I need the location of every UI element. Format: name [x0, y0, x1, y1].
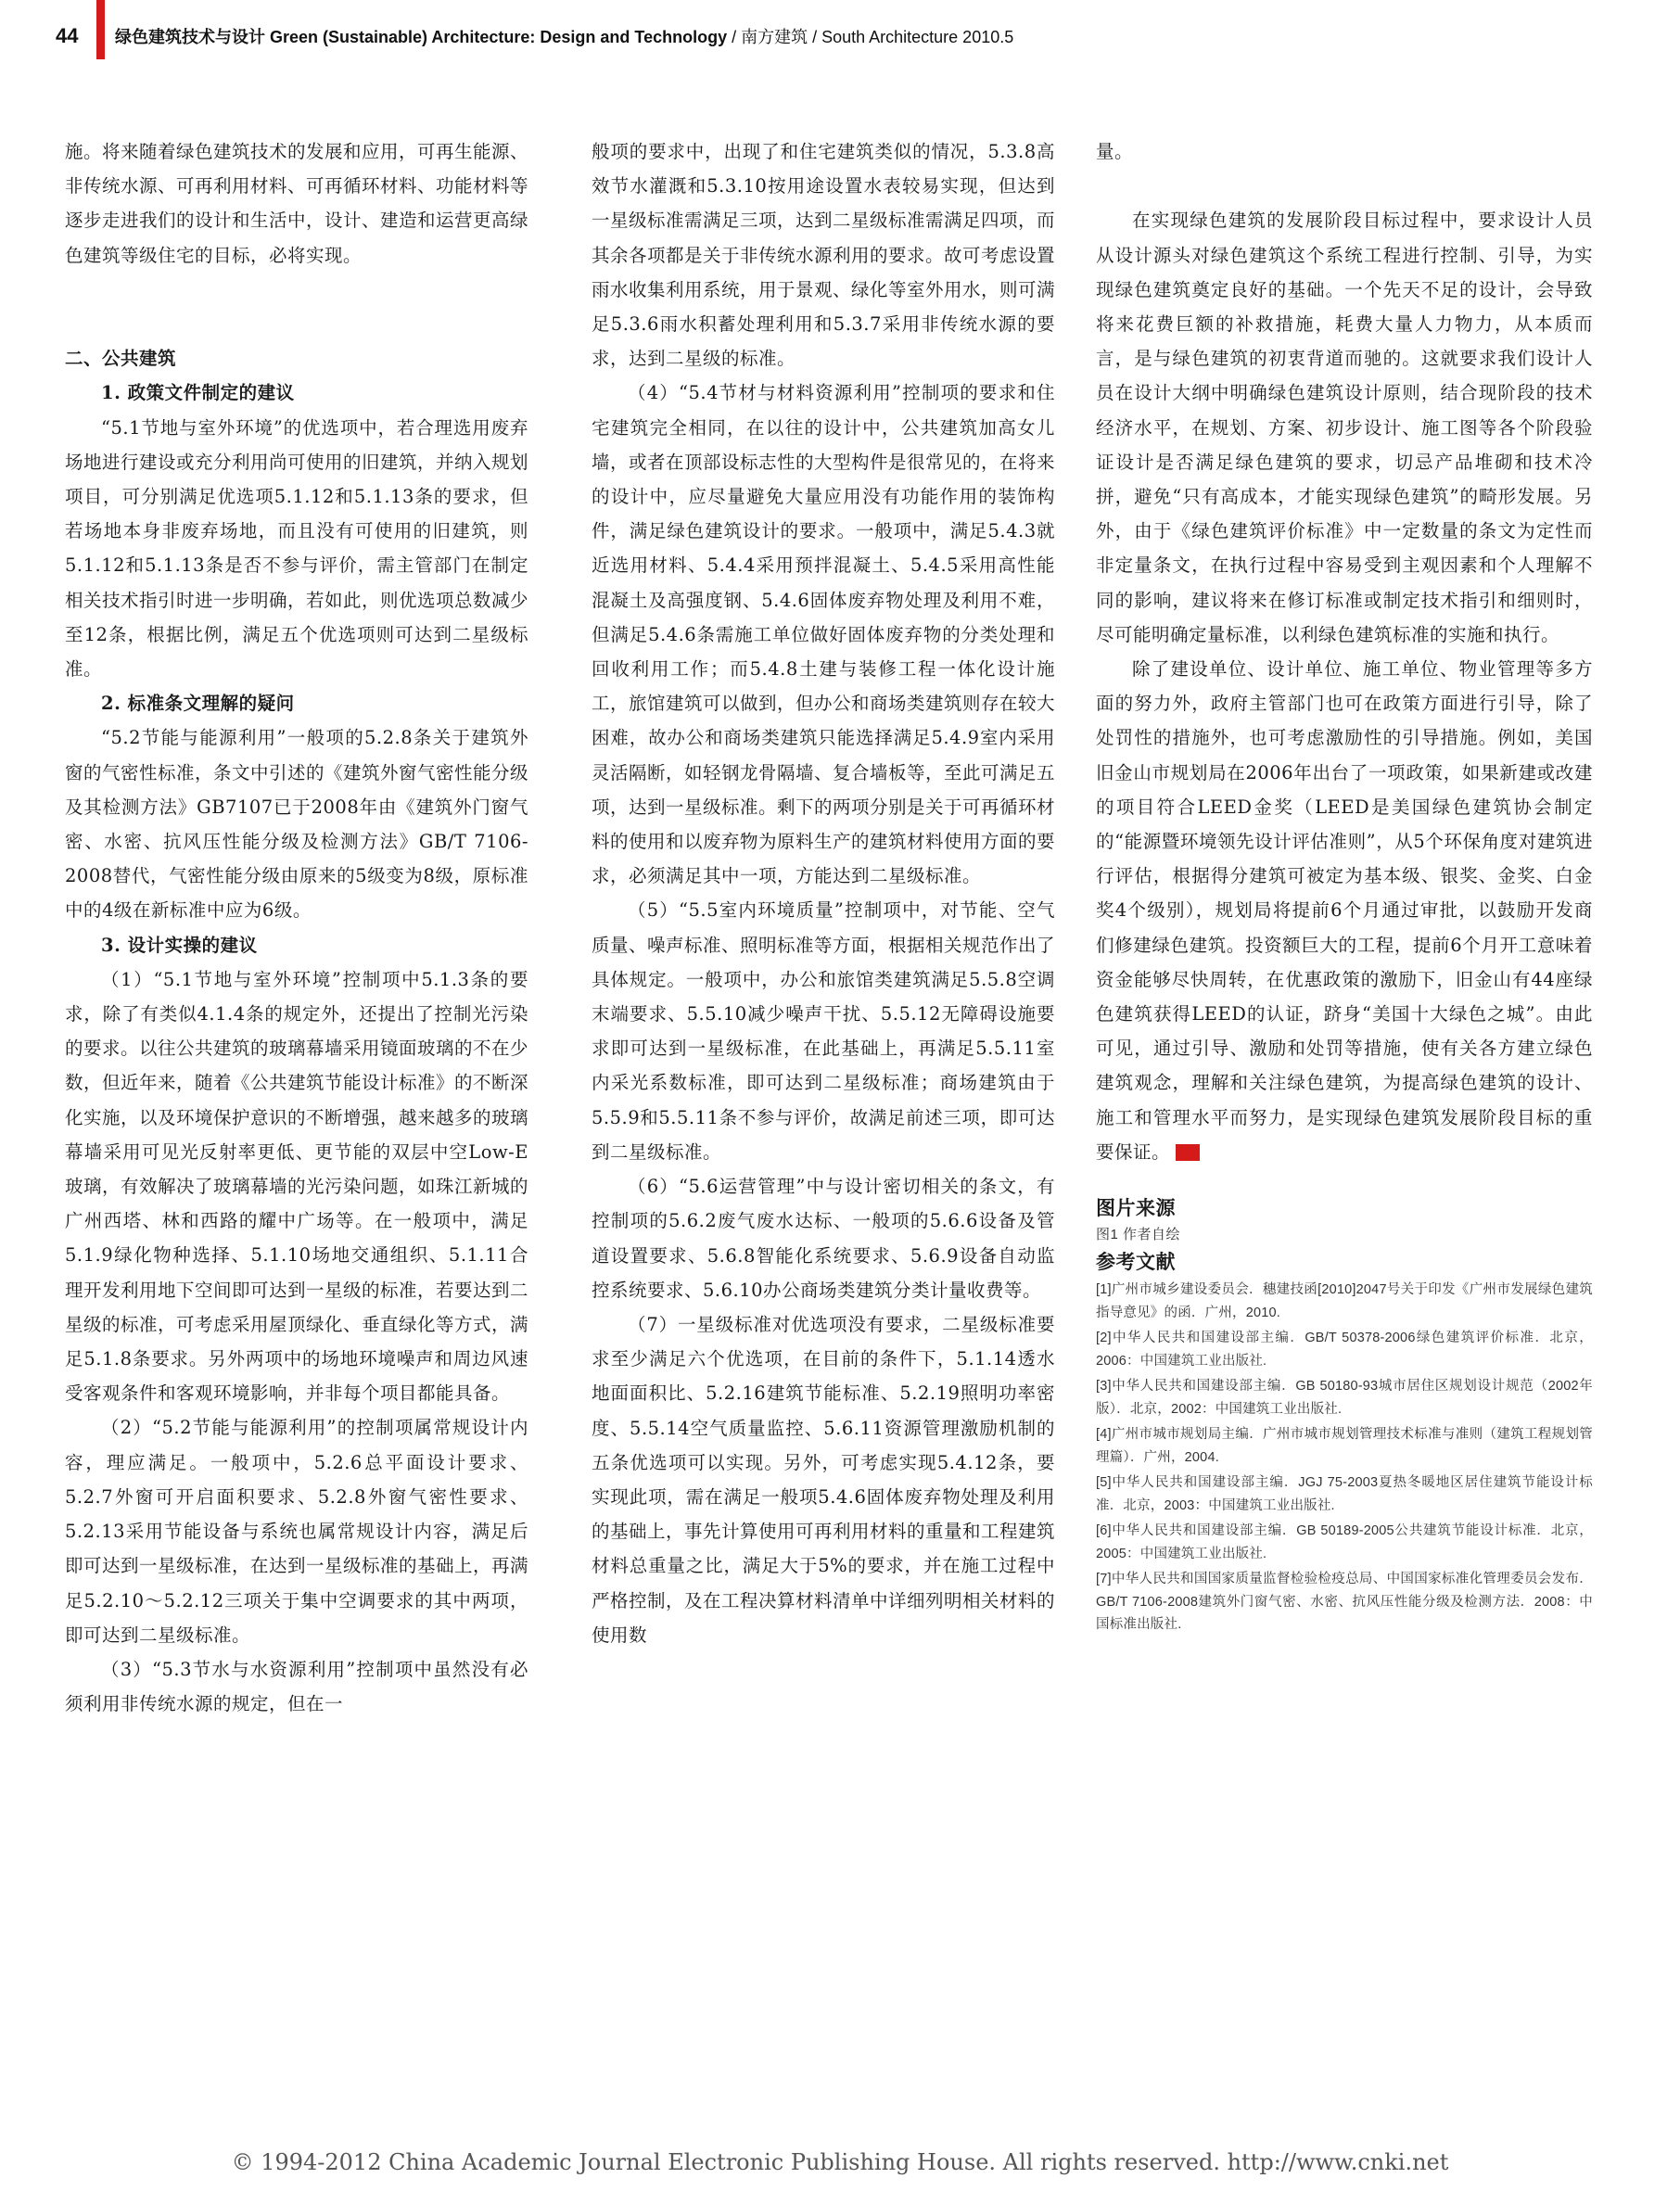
paragraph: “5.1节地与室外环境”的优选项中，若合理选用废弃场地进行建设或充分利用尚可使用的旧建筑，并纳入规划项目，可分别满足优选项5.1.12和5.1.13条的要求，但若场地本身非废弃场地，而且没有可使用的旧建筑，则5.1.12和5.1.13条是否不参与评价，需主管部门在制定相关技术指引时进一步明确，若如此，则优选项总数减少至12条，根据比例，满足五个优选项则可达到二星级标准。 — [65, 416, 529, 681]
paragraph: （3）“5.3节水与水资源利用”控制项中虽然没有必须利用非传统水源的规定，但在一 — [65, 1658, 528, 1715]
column-2 — [592, 134, 1055, 1652]
paragraph: 量。 — [1096, 141, 1134, 162]
subsection-heading: 2. 标准条文理解的疑问 — [101, 693, 295, 715]
paragraph: 在实现绿色建筑的发展阶段目标过程中，要求设计人员从设计源头对绿色建筑这个系统工程进行控制、引导，为实现绿色建筑奠定良好的基础。一个先天不足的设计，会导致将来花费巨额的补救措施，耗费大量人力物力，从本质而言，是与绿色建筑的初衷背道而驰的。这就要求我们设计人员在设计大纲中明确绿色建筑设计原则，结合现阶段的技术经济水平，在规划、方案、初步设计、施工图等各个阶段验证设计是否满足绿色建筑的要求，切忌产品堆砌和技术冷拼，避免“只有高成本，才能实现绿色建筑”的畸形发展。另外，由于《绿色建筑评价标准》中一定数量的条文为定性而非定量条文，在执行过程中容易受到主观因素和个人理解不同的影响，建议将来在修订标准或制定技术指引和细则时，尽可能明确定量标准，以利绿色建筑标准的实施和执行。 — [1096, 210, 1593, 645]
running-title — [115, 24, 1013, 48]
reference-item: [6]中华人民共和国建设部主编．GB 50189-2005公共建筑节能设计标准．北京，2005：中国建筑工业出版社. — [1096, 1523, 1593, 1561]
image-source-text: 图1 作者自绘 — [1096, 1227, 1181, 1243]
paragraph: （7）一星级标准对优选项没有要求，二星级标准要求至少满足六个优选项，在目前的条件下，5.1.14透水地面面积比、5.2.16建筑节能标准、5.2.19照明功率密度、5.5.14空气质量监控、5.6.11资源管理激励机制的五条优选项可以实现。另外，可考虑实现5.4.12条，要实现此项，需在满足一般项5.4.6固体废弃物处理及利用的基础上，事先计算使用可再利用材料的重量和工程建筑材料总重量之比，满足大于5%的要求，并在施工过程中严格控制，及在工程决算材料清单中详细列明相关材料的使用数 — [592, 1313, 1056, 1646]
running-title-bold: 绿色建筑技术与设计 Green (Sustainable) Architecture: Design and Technology — [115, 28, 728, 46]
section-heading: 二、公共建筑 — [65, 348, 177, 370]
paragraph: “5.2节能与能源利用”一般项的5.2.8条关于建筑外窗的气密性标准，条文中引述的《建筑外窗气密性能分级及其检测方法》GB7107已于2008年由《建筑外门窗气密、水密、抗风压性能分级及检测方法》GB/T 7106-2008替代，气密性能分级由原来的5级变为8级，原标准中的4级在新标准中应为6级。 — [65, 727, 529, 922]
references-list — [1096, 1279, 1593, 1637]
paragraph: （4）“5.4节材与材料资源利用”控制项的要求和住宅建筑完全相同，在以往的设计中，公共建筑加高女儿墙，或者在顶部设标志性的大型构件是很常见的，在将来的设计中，应尽量避免大量应用没有功能作用的装饰构件，满足绿色建筑设计的要求。一般项中，满足5.4.3就近选用材料、5.4.4采用预拌混凝土、5.4.5采用高性能混凝土及高强度钢、5.4.6固体废弃物处理及利用不难，但满足5.4.6条需施工单位做好固体废弃物的分类处理和回收利用工作；而5.4.8土建与装修工程一体化设计施工，旅馆建筑可以做到，但办公和商场类建筑则存在较大困难，故办公和商场类建筑只能选择满足5.4.9室内采用灵活隔断，如轻钢龙骨隔墙、复合墙板等，至此可满足五项，达到一星级标准。剩下的两项分别是关于可再循环材料的使用和以废弃物为原料生产的建筑材料使用方面的要求，必须满足其中一项，方能达到二星级标准。 — [592, 382, 1056, 887]
subsection-heading: 3. 设计实操的建议 — [101, 934, 258, 956]
reference-item: [1]广州市城乡建设委员会．穗建技函[2010]2047号关于印发《广州市发展绿色建筑指导意见》的函．广州，2010. — [1096, 1282, 1593, 1320]
page-number: 44 — [56, 24, 79, 47]
reference-item: [3]中华人民共和国建设部主编．GB 50180-93城市居住区规划设计规范（2002年版）．北京，2002：中国建筑工业出版社. — [1096, 1379, 1593, 1417]
subsection-heading: 1. 政策文件制定的建议 — [101, 382, 295, 404]
column-1 — [65, 134, 528, 1721]
paragraph-text: 除了建设单位、设计单位、施工单位、物业管理等多方面的努力外，政府主管部门也可在政策方面进行引导，除了处罚性的措施外，也可考虑激励性的引导措施。例如，美国旧金山市规划局在2006年出台了一项政策，如果新建或改建的项目符合LEED金奖（LEED是美国绿色建筑协会制定的“能源暨环境领先设计评估准则”，从5个环保角度对建筑进行评估，根据得分建筑可被定为基本级、银奖、金奖、白金奖4个级别），规划局将提前6个月通过审批，以鼓励开发商们修建绿色建筑。投资额巨大的工程，提前6个月开工意味着资金能够尽快周转，在优惠政策的激励下，旧金山有44座绿色建筑获得LEED的认证，跻身“美国十大绿色之城”。由此可见，通过引导、激励和处罚等措施，使有关各方建立绿色建筑观念，理解和关注绿色建筑，为提高绿色建筑的设计、施工和管理水平而努力，是实现绿色建筑发展阶段目标的重要保证。 — [1096, 658, 1593, 1163]
paragraph: 般项的要求中，出现了和住宅建筑类似的情况，5.3.8高效节水灌溉和5.3.10按用途设置水表较易实现，但达到一星级标准需满足三项，达到二星级标准需满足四项，而其余各项都是关于非传统水源利用的要求。故可考虑设置雨水收集利用系统，用于景观、绿化等室外用水，则可满足5.3.6雨水积蓄处理利用和5.3.7采用非传统水源的要求，达到二星级的标准。 — [592, 141, 1056, 370]
paragraph: 施。将来随着绿色建筑技术的发展和应用，可再生能源、非传统水源、可再利用材料、可再循环材料、功能材料等逐步走进我们的设计和生活中，设计、建造和运营更高绿色建筑等级住宅的目标，必将实现。 — [65, 141, 529, 266]
image-source-heading: 图片来源 — [1096, 1198, 1176, 1220]
page-header — [0, 0, 1680, 59]
references-heading: 参考文献 — [1096, 1252, 1176, 1274]
paragraph: （6）“5.6运营管理”中与设计密切相关的条文，有控制项的5.6.2废气废水达标、一般项的5.6.6设备及管道设置要求、5.6.8智能化系统要求、5.6.9设备自动监控系统要求、5.6.10办公商场类建筑分类计量收费等。 — [592, 1176, 1055, 1301]
paragraph: （5）“5.5室内环境质量”控制项中，对节能、空气质量、噪声标准、照明标准等方面，根据相关规范作出了具体规定。一般项中，办公和旅馆类建筑满足5.5.8空调末端要求、5.5.10减少噪声干扰、5.5.12无障碍设施要求即可达到一星级标准，在此基础上，再满足5.5.11室内采光系数标准，即可达到二星级标准；商场建筑由于5.5.9和5.5.11条不参与评价，故满足前述三项，即可达到二星级标准。 — [592, 899, 1056, 1163]
running-title-rest: / 南方建筑 / South Architecture 2010.5 — [727, 28, 1014, 46]
copyright-footer: © 1994-2012 China Academic Journal Electronic Publishing House. All rights reserved. http://www.cnki.net — [231, 2149, 1449, 2175]
reference-item: [2]中华人民共和国建设部主编．GB/T 50378-2006绿色建筑评价标准．北京，2006：中国建筑工业出版社. — [1096, 1331, 1593, 1369]
reference-item: [5]中华人民共和国建设部主编．JGJ 75-2003夏热冬暖地区居住建筑节能设计标准．北京，2003：中国建筑工业出版社. — [1096, 1475, 1593, 1513]
header-accent-bar — [96, 0, 105, 59]
column-3 — [1096, 134, 1593, 1639]
paragraph — [1096, 652, 1593, 1169]
paragraph: （2）“5.2节能与能源利用”的控制项属常规设计内容，理应满足。一般项中，5.2.6总平面设计要求、5.2.7外窗可开启面积要求、5.2.8外窗气密性要求、5.2.13采用节能设备与系统也属常规设计内容，满足后即可达到一星级标准，在达到一星级标准的基础上，再满足5.2.10～5.2.12三项关于集中空调要求的其中两项，即可达到二星级标准。 — [65, 1417, 529, 1646]
paragraph: （1）“5.1节地与室外环境”控制项中5.1.3条的要求，除了有类似4.1.4条的规定外，还提出了控制光污染的要求。以往公共建筑的玻璃幕墙采用镜面玻璃的不在少数，但近年来，随着《公共建筑节能设计标准》的不断深化实施，以及环境保护意识的不断增强，越来越多的玻璃幕墙采用可见光反射率更低、更节能的双层中空Low-E玻璃，有效解决了玻璃幕墙的光污染问题，如珠江新城的广州西塔、林和西路的耀中广场等。在一般项中，满足5.1.9绿化物种选择、5.1.10场地交通组织、5.1.11合理开发利用地下空间即可达到一星级的标准，若要达到二星级的标准，可考虑采用屋顶绿化、垂直绿化等方式，满足5.1.8条要求。另外两项中的场地环境噪声和周边风速受客观条件和客观环境影响，并非每个项目都能具备。 — [65, 968, 529, 1405]
reference-item: [4]广州市城市规划局主编．广州市城市规划管理技术标准与准则（建筑工程规划管理篇）．广州，2004. — [1096, 1427, 1593, 1465]
end-of-article-mark-icon — [1176, 1144, 1200, 1161]
reference-item: [7]中华人民共和国国家质量监督检验检疫总局、中国国家标准化管理委员会发布．GB/T 7106-2008建筑外门窗气密、水密、抗风压性能分级及检测方法．2008：中国标准出版社. — [1096, 1572, 1593, 1633]
